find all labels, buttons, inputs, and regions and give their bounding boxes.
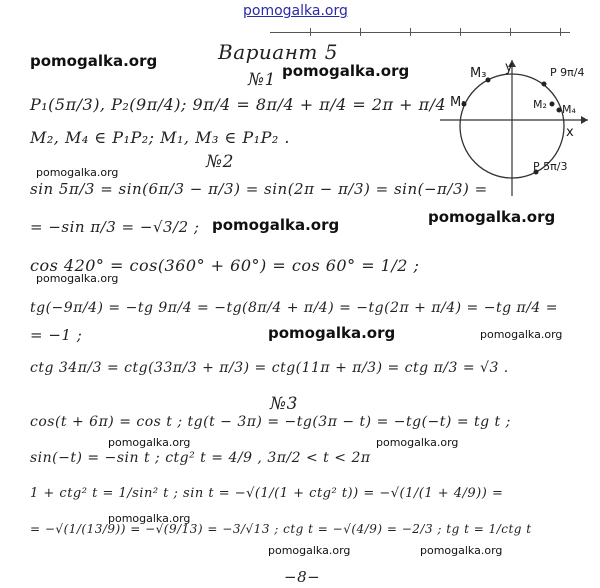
task1-label: №1 xyxy=(248,70,276,90)
circle-label-y: y xyxy=(505,60,513,75)
task2-line1: sin 5π/3 = sin(6π/3 − π/3) = sin(2π − π/3) = sin(−π/3) = xyxy=(30,180,488,198)
circle-label-m1: M₁ xyxy=(450,95,467,110)
task2-line2: = −sin π/3 = −√3/2 ; xyxy=(30,218,200,236)
task2-line3: cos 420° = cos(360° + 60°) = cos 60° = 1/2 ; xyxy=(30,256,420,275)
circle-label-p2: P 9π/4 xyxy=(550,66,585,79)
task1-line2: M₂, M₄ ∈ P₁P₂; M₁, M₃ ∈ P₁P₂ . xyxy=(30,128,290,147)
circle-label-m2: M₂ xyxy=(533,98,547,111)
page-number: −8− xyxy=(284,568,321,586)
task3-label: №3 xyxy=(270,394,298,414)
watermark: pomogalka.org xyxy=(420,544,503,557)
task2-line4: tg(−9π/4) = −tg 9π/4 = −tg(8π/4 + π/4) = −tg(2π + π/4) = −tg π/4 = xyxy=(30,300,559,316)
ruler-line xyxy=(270,24,570,33)
watermark: pomogalka.org xyxy=(376,436,459,449)
task3-line1: cos(t + 6π) = cos t ; tg(t − 3π) = −tg(3π − t) = −tg(−t) = tg t ; xyxy=(30,414,511,430)
task3-line3: 1 + ctg² t = 1/sin² t ; sin t = −√(1/(1 + ctg² t)) = −√(1/(1 + 4/9)) = xyxy=(30,486,504,501)
task2-line5: = −1 ; xyxy=(30,326,83,344)
watermark: pomogalka.org xyxy=(30,52,158,70)
task3-line2: sin(−t) = −sin t ; ctg² t = 4/9 , 3π/2 < t < 2π xyxy=(30,450,371,466)
circle-label-m4: M₄ xyxy=(562,103,576,116)
watermark: pomogalka.org xyxy=(36,166,119,179)
variant-heading: Вариант 5 xyxy=(218,40,338,64)
watermark: pomogalka.org xyxy=(282,62,410,80)
watermark: pomogalka.org xyxy=(36,272,119,285)
watermark-top[interactable]: pomogalka.org xyxy=(243,3,348,19)
watermark: pomogalka.org xyxy=(108,512,191,525)
watermark: pomogalka.org xyxy=(268,324,396,342)
watermark: pomogalka.org xyxy=(108,436,191,449)
task1-line1: P₁(5π/3), P₂(9π/4); 9π/4 = 8π/4 + π/4 = 2π + π/4 xyxy=(30,95,447,114)
circle-label-x: x xyxy=(566,125,574,140)
watermark: pomogalka.org xyxy=(212,216,340,234)
circle-label-p1: P 5π/3 xyxy=(533,160,568,173)
task2-line6: ctg 34π/3 = ctg(33π/3 + π/3) = ctg(11π + π/3) = ctg π/3 = √3 . xyxy=(30,360,509,376)
task2-label: №2 xyxy=(206,152,234,172)
circle-label-m3: M₃ xyxy=(470,66,487,81)
watermark: pomogalka.org xyxy=(268,544,351,557)
task3-line4: = −√(1/(13/9)) = −√(9/13) = −3/√13 ; ctg t = −√(4/9) = −2/3 ; tg t = 1/ctg t xyxy=(30,522,532,536)
watermark: pomogalka.org xyxy=(428,208,556,226)
watermark: pomogalka.org xyxy=(480,328,563,341)
